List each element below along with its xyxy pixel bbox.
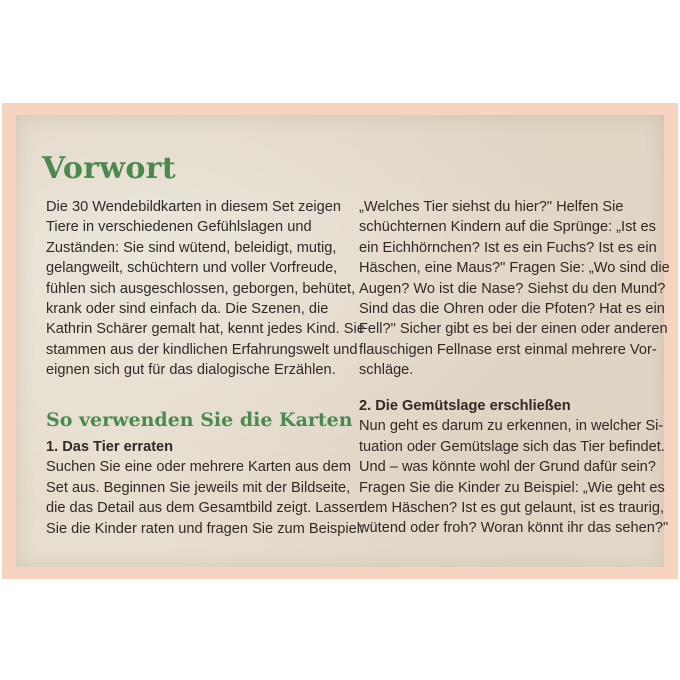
page-frame <box>2 103 678 579</box>
text-line: flauschigen Fellnase erst einmal mehrere Vor- <box>359 341 657 358</box>
text-line: schüchternen Kindern auf die Sprünge: „Ist es <box>359 219 656 236</box>
text-line: eignen sich gut für das dialogische Erzählen. <box>46 362 336 379</box>
page-title: Vorwort <box>42 151 176 186</box>
text-line: Kathrin Schärer gemalt hat, kennt jedes Kind. Sie <box>46 321 365 338</box>
text-line: gelangweilt, schüchtern und voller Vorfreude, <box>46 260 338 277</box>
intro-paragraph <box>46 197 365 381</box>
text-line: stammen aus der kindlichen Erfahrungswelt und <box>46 341 358 358</box>
text-line: Tiere in verschiedenen Gefühlslagen und <box>46 219 312 236</box>
text-line: Set aus. Beginnen Sie jeweils mit der Bildseite, <box>46 479 351 496</box>
step-2-heading: 2. Die Gemütslage erschließen <box>359 398 571 414</box>
text-line: fühlen sich ausgeschlossen, geborgen, behütet, <box>46 280 356 297</box>
text-line: Suchen Sie eine oder mehrere Karten aus dem <box>46 459 352 476</box>
text-line: Fragen Sie die Kinder zu Beispiel: „Wie geht es <box>359 479 665 496</box>
text-line: Sie die Kinder raten und fragen Sie zum Beispiel: <box>46 520 365 537</box>
text-line: Augen? Wo ist die Nase? Siehst du den Mund? <box>359 280 666 297</box>
step-2-section <box>359 396 669 539</box>
text-line: tuation oder Gemütslage sich das Tier befindet. <box>359 438 665 455</box>
text-line: ein Eichhörnchen? Ist es ein Fuchs? Ist es ein <box>359 239 657 256</box>
text-line: Nun geht es darum zu erkennen, in welcher Si- <box>359 418 664 435</box>
text-line: Sind das die Ohren oder die Pfoten? Hat es ein <box>359 301 665 318</box>
card-page <box>16 115 670 567</box>
step-1-section <box>46 437 365 539</box>
text-line: Häschen, eine Maus?" Fragen Sie: „Wo sind die <box>359 260 670 277</box>
text-line: „Welches Tier siehst du hier?" Helfen Sie <box>359 199 624 215</box>
text-line: Fell?" Sicher gibt es bei der einen oder anderen <box>359 321 668 338</box>
section-heading: So verwenden Sie die Karten <box>46 409 353 431</box>
step-1-continued <box>359 197 670 381</box>
text-line: dem Häschen? Ist es gut gelaunt, ist es traurig, <box>359 500 665 517</box>
text-line: die das Detail aus dem Gesamtbild zeigt. Lassen <box>46 500 363 517</box>
text-line: Und – was könnte wohl der Grund dafür sein? <box>359 459 656 476</box>
text-line: krank oder sind einfach da. Die Szenen, die <box>46 301 329 318</box>
text-line: Die 30 Wendebildkarten in diesem Set zeigen <box>46 199 342 215</box>
step-1-heading: 1. Das Tier erraten <box>46 439 174 455</box>
text-line: wütend oder froh? Woran könnt ihr das sehen?" <box>359 520 669 537</box>
text-line: Zuständen: Sie sind wütend, beleidigt, mutig, <box>46 239 337 256</box>
text-line: schläge. <box>359 362 414 379</box>
